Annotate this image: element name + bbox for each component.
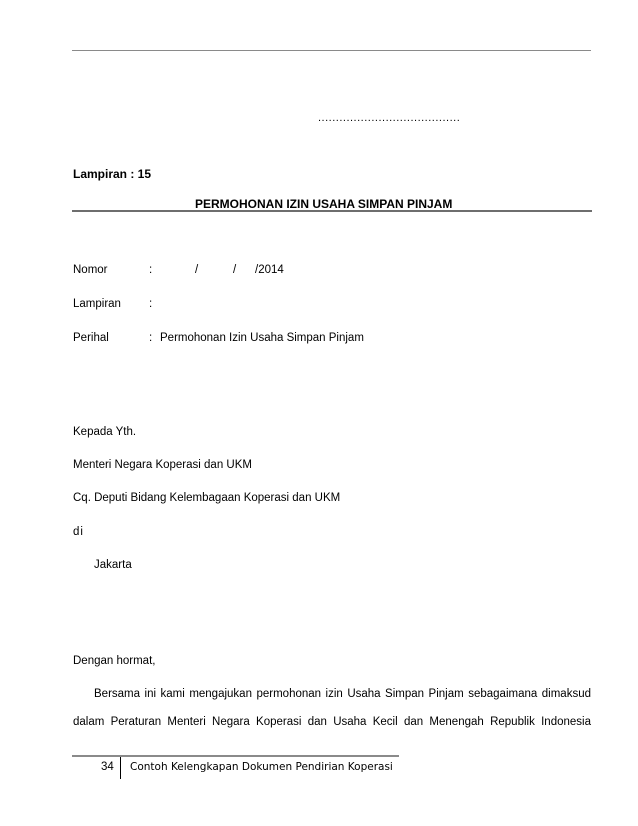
address-di: di: [73, 526, 84, 538]
nomor-slash-1: /: [195, 264, 199, 276]
body-paragraph: [73, 680, 591, 736]
nomor-colon: :: [149, 264, 153, 276]
nomor-slash-2: /: [233, 264, 237, 276]
nomor-year: /2014: [255, 264, 284, 276]
page-number: 34: [101, 761, 114, 773]
address-city: Jakarta: [94, 559, 132, 571]
perihal-colon: :: [149, 332, 153, 344]
footer-text: Contoh Kelengkapan Dokumen Pendirian Koperasi: [130, 761, 393, 773]
footer-separator: [120, 757, 121, 779]
header-rule: [72, 50, 591, 51]
title-rule: [72, 210, 592, 212]
footer-rule: [72, 755, 399, 757]
attachment-heading: Lampiran : 15: [73, 167, 152, 181]
lampiran-label: Lampiran: [73, 298, 121, 310]
document-title: PERMOHONAN IZIN USAHA SIMPAN PINJAM: [195, 197, 453, 211]
address-deputy: Cq. Deputi Bidang Kelembagaan Koperasi dan UKM: [73, 492, 341, 504]
address-recipient: Kepada Yth.: [73, 426, 137, 438]
paragraph-line-1: Bersama ini kami mengajukan permohonan izin Usaha Simpan Pinjam sebagaimana dimaksud: [94, 688, 591, 700]
lampiran-colon: :: [149, 298, 153, 310]
greeting: Dengan hormat,: [73, 655, 156, 667]
nomor-label: Nomor: [73, 264, 108, 276]
perihal-value: Permohonan Izin Usaha Simpan Pinjam: [160, 332, 364, 344]
perihal-label: Perihal: [73, 332, 109, 344]
date-placeholder: ........................................: [318, 112, 461, 124]
paragraph-line-2: dalam Peraturan Menteri Negara Koperasi dan Usaha Kecil dan Menengah Republik Indonesia: [73, 716, 591, 728]
address-minister: Menteri Negara Koperasi dan UKM: [73, 459, 252, 471]
